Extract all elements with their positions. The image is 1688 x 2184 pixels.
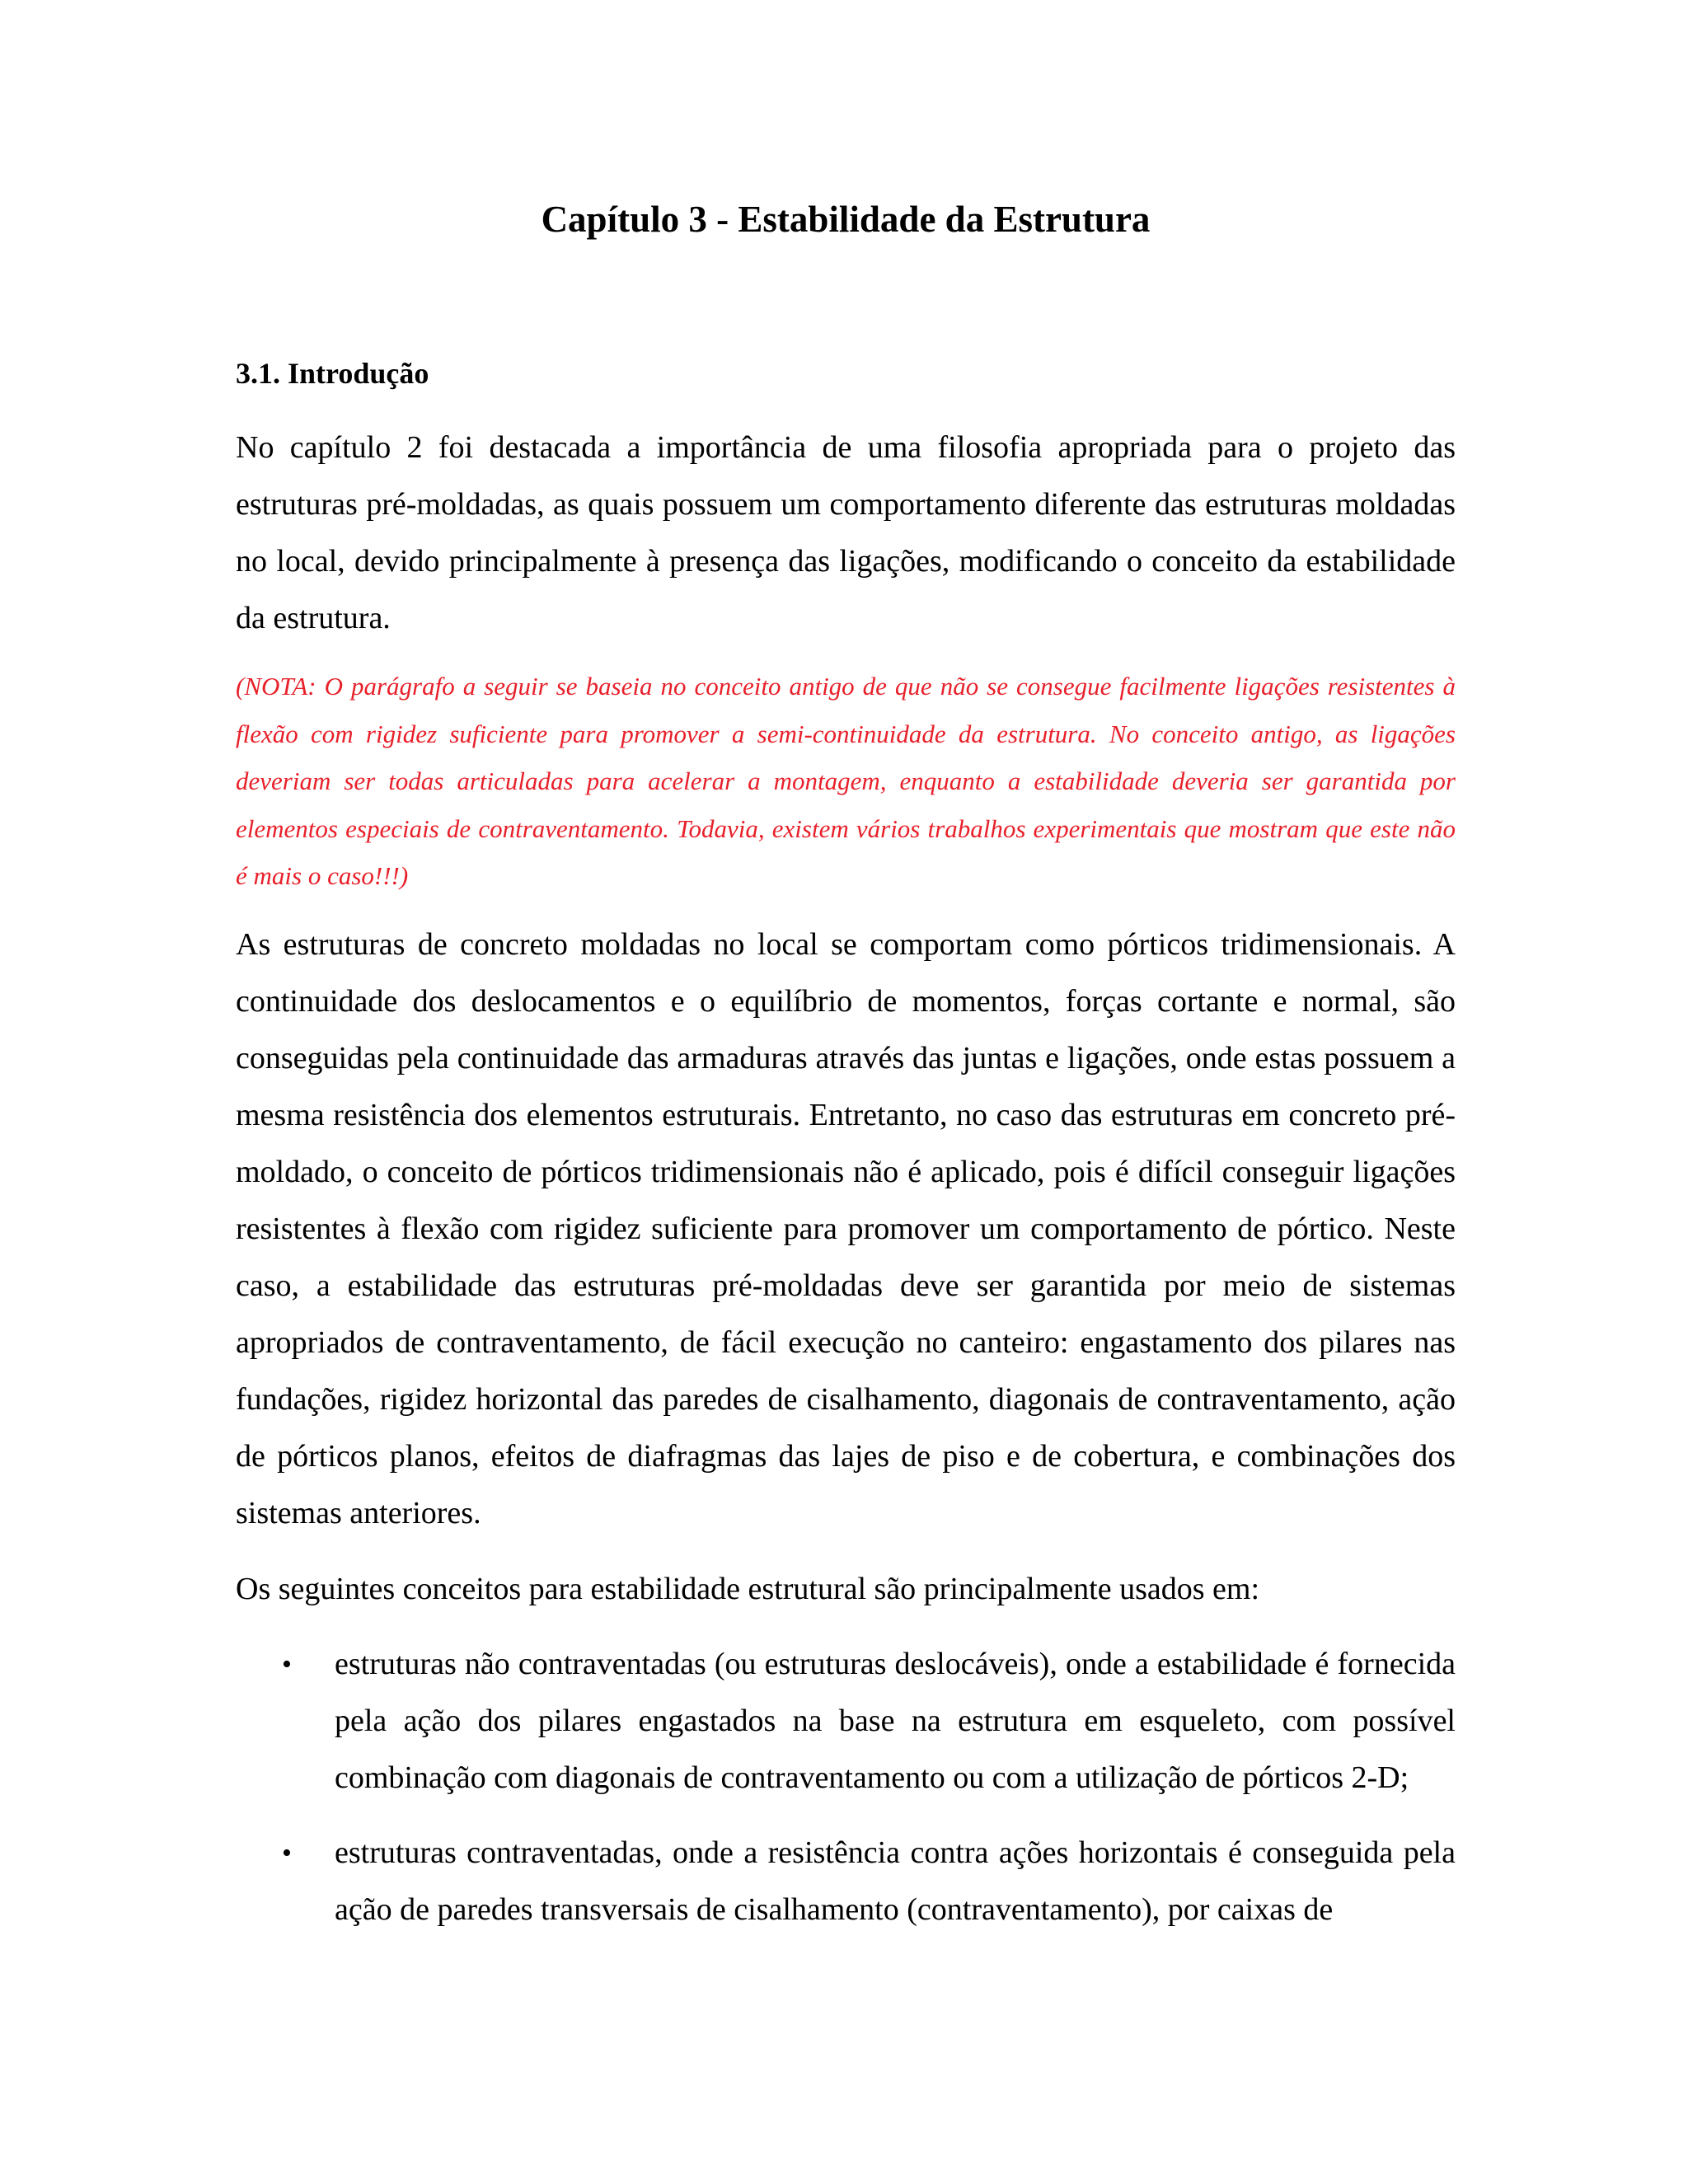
body-paragraph: As estruturas de concreto moldadas no local se comportam como pórticos tridimensionais. A continuidade dos deslocamentos e o equilíbrio de momentos, forças cortante e normal, são conseguidas pela continuidade das armaduras através das juntas e ligações, onde estas possuem a mesma resistência dos elementos estruturais. Entretanto, no caso das estruturas em concreto pré-moldado, o conceito de pórticos tridimensionais não é aplicado, pois é difícil conseguir ligações resistentes à flexão com rigidez suficiente para promover um comportamento de pórtico. Neste caso, a estabilidade das estruturas pré-moldadas deve ser garantida por meio de sistemas apropriados de contraventamento, de fácil execução no canteiro: engastamento dos pilares nas fundações, rigidez horizontal das paredes de cisalhamento, diagonais de contraventamento, ação de pórticos planos, efeitos de diafragmas das lajes de piso e de cobertura, e combinações dos sistemas anteriores. — [236, 927, 1456, 1530]
bullet-icon: • — [282, 1649, 292, 1680]
concepts-list — [236, 1636, 1456, 1957]
bullet-icon: • — [282, 1838, 292, 1868]
list-item-text: estruturas contraventadas, onde a resistência contra ações horizontais é conseguida pela ação de paredes transversais de cisalhamento (contraventamento), por caixas de — [335, 1835, 1456, 1927]
list-item — [236, 1636, 1456, 1807]
chapter-title: Capítulo 3 - Estabilidade da Estrutura — [541, 199, 1151, 240]
intro-paragraph: No capítulo 2 foi destacada a importância de uma filosofia apropriada para o projeto das estruturas pré-moldadas, as quais possuem um comportamento diferente das estruturas moldadas no local, devido principalmente à presença das ligações, modificando o conceito da estabilidade da estrutura. — [236, 430, 1456, 635]
list-item — [236, 1825, 1456, 1938]
note-paragraph: (NOTA: O parágrafo a seguir se baseia no conceito antigo de que não se consegue facilmente ligações resistentes à flexão com rigidez suficiente para promover a semi-continuidade da estrutura. No conceito antigo, as ligações deveriam ser todas articuladas para acelerar a montagem, enquanto a estabilidade deveria ser garantida por elementos especiais de contraventamento. Todavia, existem vários trabalhos experimentais que mostram que este não é mais o caso!!!) — [236, 672, 1456, 890]
list-item-text: estruturas não contraventadas (ou estruturas deslocáveis), onde a estabilidade é fornecida pela ação dos pilares engastados na base na estrutura em esqueleto, com possível combinação com diagonais de contraventamento ou com a utilização de pórticos 2-D; — [335, 1647, 1456, 1795]
concepts-intro-paragraph: Os seguintes conceitos para estabilidade estrutural são principalmente usados em: — [236, 1572, 1260, 1606]
section-heading: 3.1. Introdução — [236, 357, 429, 390]
